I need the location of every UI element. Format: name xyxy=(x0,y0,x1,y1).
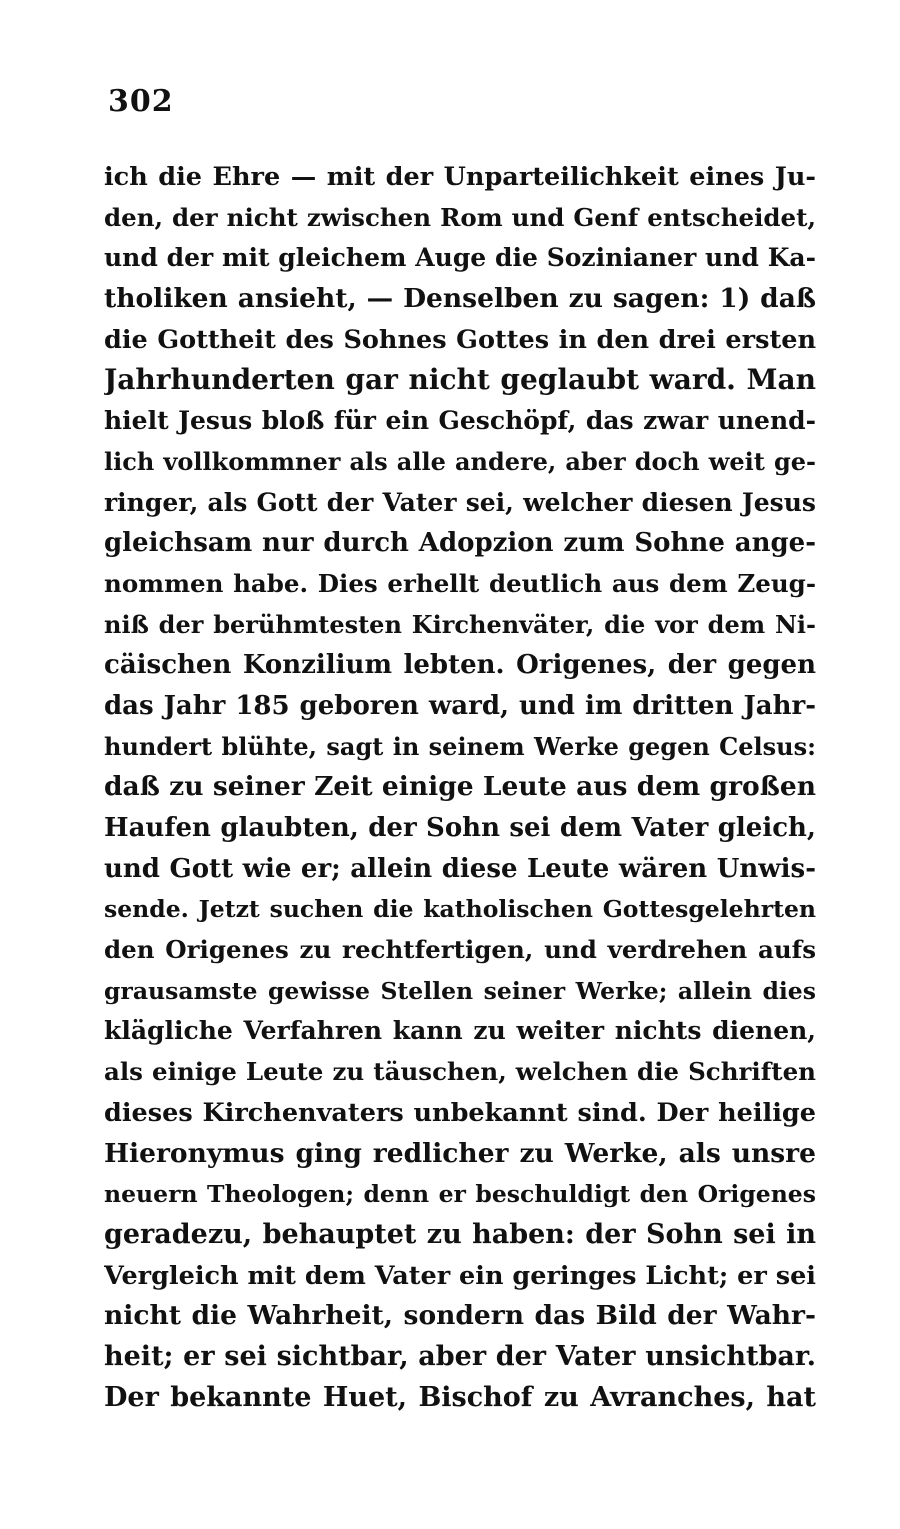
text-line: gleichsam nur durch Adopzion zum Sohne ange- xyxy=(104,528,816,559)
text-line: Vergleich mit dem Vater ein geringes Licht; er sei xyxy=(104,1260,816,1291)
text-line: und Gott wie er; allein diese Leute wären Unwis- xyxy=(104,853,816,884)
text-line: grausamste gewisse Stellen seiner Werke; allein dies xyxy=(104,976,816,1005)
text-line: Der bekannte Huet, Bischof zu Avranches, hat xyxy=(104,1381,816,1413)
text-line: neuern Theologen; denn er beschuldigt den Origenes xyxy=(104,1180,816,1209)
text-line: geradezu, behauptet zu haben: der Sohn sei in xyxy=(104,1218,816,1250)
text-line: die Gottheit des Sohnes Gottes in den drei ersten xyxy=(104,324,816,355)
text-line: sende. Jetzt suchen die katholischen Gottesgelehrten xyxy=(104,895,816,924)
text-line: tholiken ansieht, — Denselben zu sagen: 1) daß xyxy=(104,283,816,315)
text-line: ringer, als Gott der Vater sei, welcher diesen Jesus xyxy=(104,487,816,517)
text-line: nommen habe. Dies erhellt deutlich aus dem Zeug- xyxy=(104,568,816,598)
body-text xyxy=(104,157,816,1418)
text-line: das Jahr 185 geboren ward, und im dritten Jahr- xyxy=(104,690,816,721)
text-line: nicht die Wahrheit, sondern das Bild der Wahr- xyxy=(104,1300,816,1332)
text-line: hielt Jesus bloß für ein Geschöpf, das zwar unend- xyxy=(104,406,816,436)
text-line: dieses Kirchenvaters unbekannt sind. Der heilige xyxy=(104,1097,816,1128)
text-line: den, der nicht zwischen Rom und Genf entscheidet, xyxy=(104,202,816,232)
text-line: daß zu seiner Zeit einige Leute aus dem großen xyxy=(104,771,816,803)
page-number: 302 xyxy=(108,84,174,119)
text-line: heit; er sei sichtbar, aber der Vater unsichtbar. xyxy=(104,1340,816,1372)
text-line: hundert blühte, sagt in seinem Werke gegen Celsus: xyxy=(104,731,816,761)
text-line: lich vollkommner als alle andere, aber doch weit ge- xyxy=(104,446,816,476)
text-line: ich die Ehre — mit der Unparteilichkeit eines Ju- xyxy=(104,162,816,192)
text-line: cäischen Konzilium lebten. Origenes, der gegen xyxy=(104,650,816,681)
text-line: klägliche Verfahren kann zu weiter nichts dienen, xyxy=(104,1016,816,1046)
text-line: Jahrhunderten gar nicht geglaubt ward. Man xyxy=(104,363,816,397)
text-line: als einige Leute zu täuschen, welchen die Schriften xyxy=(104,1057,816,1087)
text-line: niß der berühmtesten Kirchenväter, die vor dem Ni- xyxy=(104,609,816,639)
text-line: Haufen glaubten, der Sohn sei dem Vater gleich, xyxy=(104,813,816,843)
text-line: den Origenes zu rechtfertigen, und verdrehen aufs xyxy=(104,935,816,965)
text-line: Hieronymus ging redlicher zu Werke, als unsre xyxy=(104,1137,816,1169)
text-line: und der mit gleichem Auge die Sozinianer und Ka- xyxy=(104,243,816,273)
